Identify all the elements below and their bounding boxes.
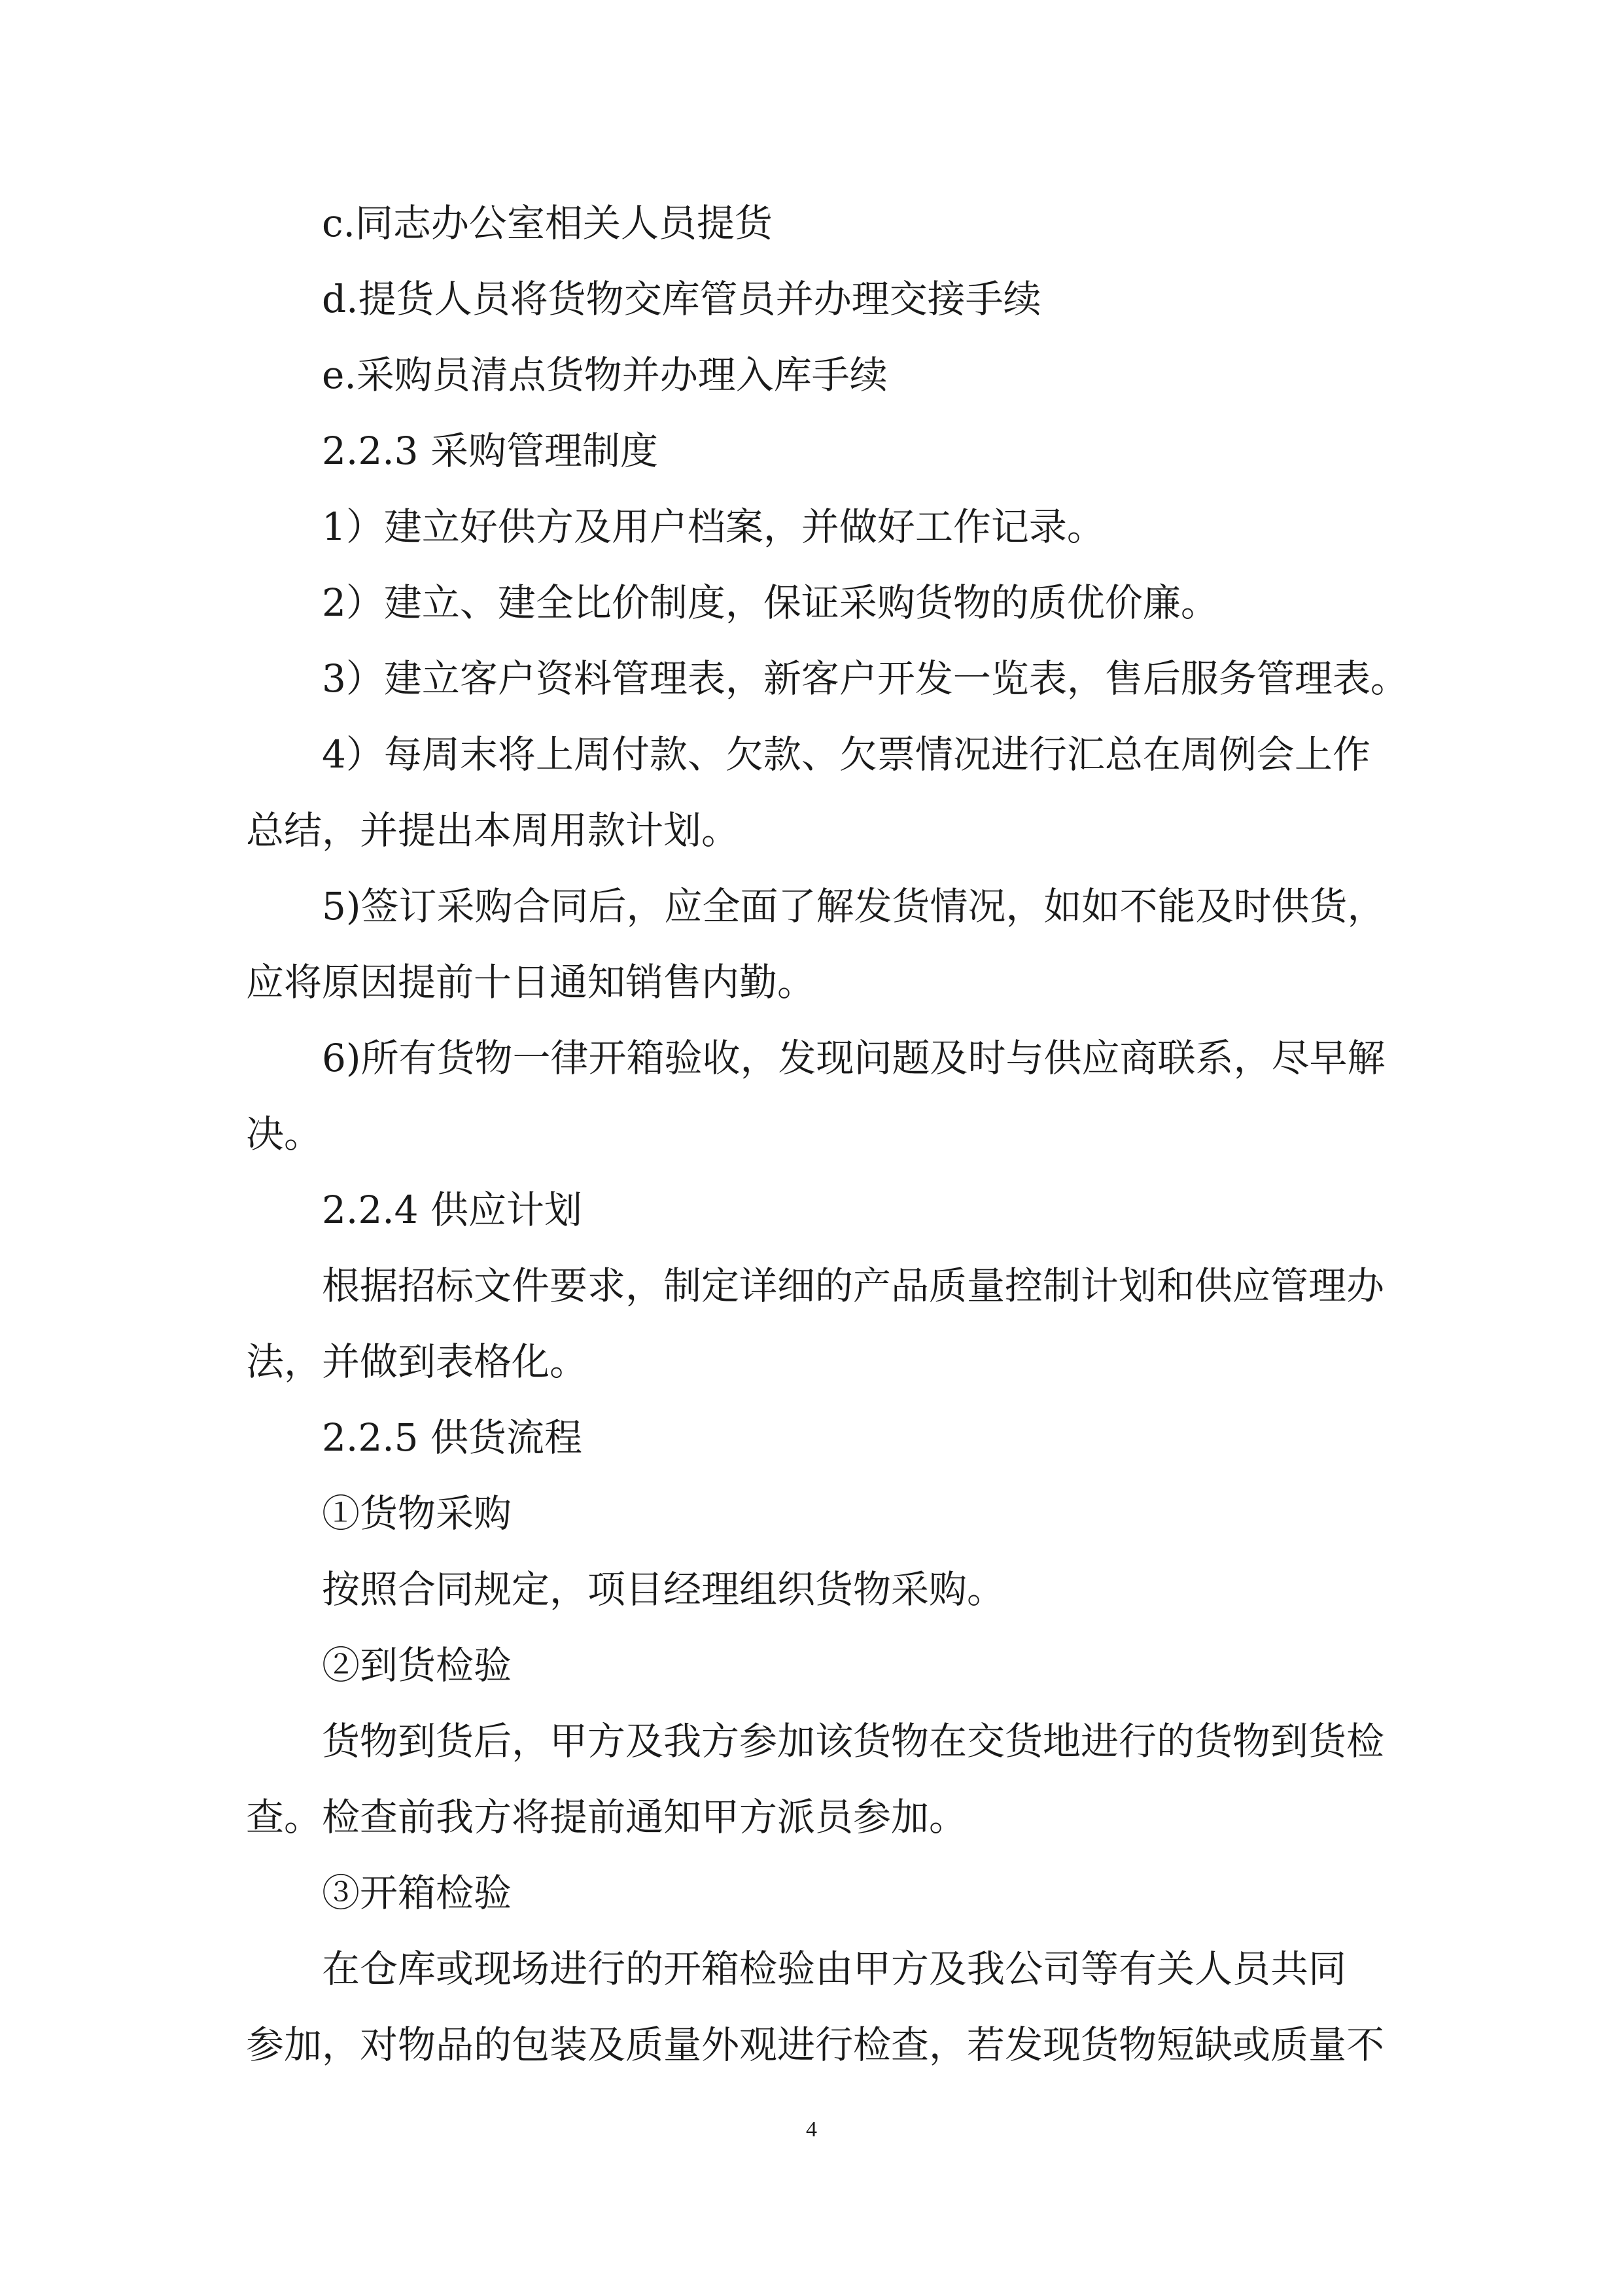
list-item: 3）建立客户资料管理表，新客户开发一览表，售后服务管理表。 [322,656,1408,701]
section-heading: 2.2.4 供应计划 [322,1188,583,1232]
section-heading: 2.2.5 供货流程 [322,1415,583,1460]
list-item-continuation: 决。 [246,1112,323,1156]
text-line: e.采购员清点货物并办理入库手续 [322,353,888,397]
document-body [246,185,1408,2083]
list-item: 6)所有货物一律开箱验收，发现问题及时与供应商联系，尽早解 [322,1036,1386,1080]
text-line: d.提货人员将货物交库管员并办理交接手续 [322,277,1041,321]
subsection-heading: ②到货检验 [322,1643,512,1687]
list-item: 4）每周末将上周付款、欠款、欠票情况进行汇总在周例会上作 [322,732,1370,777]
paragraph-line: 在仓库或现场进行的开箱检验由甲方及我公司等有关人员共同 [322,1947,1347,1991]
list-item: 1）建立好供方及用户档案，并做好工作记录。 [322,504,1105,549]
paragraph-line: 货物到货后，甲方及我方参加该货物在交货地进行的货物到货检 [322,1719,1385,1763]
paragraph-continuation: 参加，对物品的包装及质量外观进行检查，若发现货物短缺或质量不 [246,2022,1385,2067]
page-number: 4 [806,2117,817,2142]
paragraph-continuation: 查。检查前我方将提前通知甲方派员参加。 [246,1795,968,1839]
list-item-continuation: 应将原因提前十日通知销售内勤。 [246,960,816,1004]
paragraph-line: 按照合同规定，项目经理组织货物采购。 [322,1567,1005,1612]
section-heading: 2.2.3 采购管理制度 [322,429,659,473]
paragraph-continuation: 法，并做到表格化。 [246,1339,588,1384]
subsection-heading: ③开箱检验 [322,1871,512,1915]
text-line: c.同志办公室相关人员提货 [322,201,773,245]
subsection-heading: ①货物采购 [322,1491,512,1536]
paragraph-line: 根据招标文件要求，制定详细的产品质量控制计划和供应管理办 [322,1263,1385,1308]
list-item: 5)签订采购合同后，应全面了解发货情况，如如不能及时供货， [322,884,1386,928]
list-item-continuation: 总结，并提出本周用款计划。 [246,808,740,853]
list-item: 2）建立、建全比价制度，保证采购货物的质优价廉。 [322,580,1219,625]
